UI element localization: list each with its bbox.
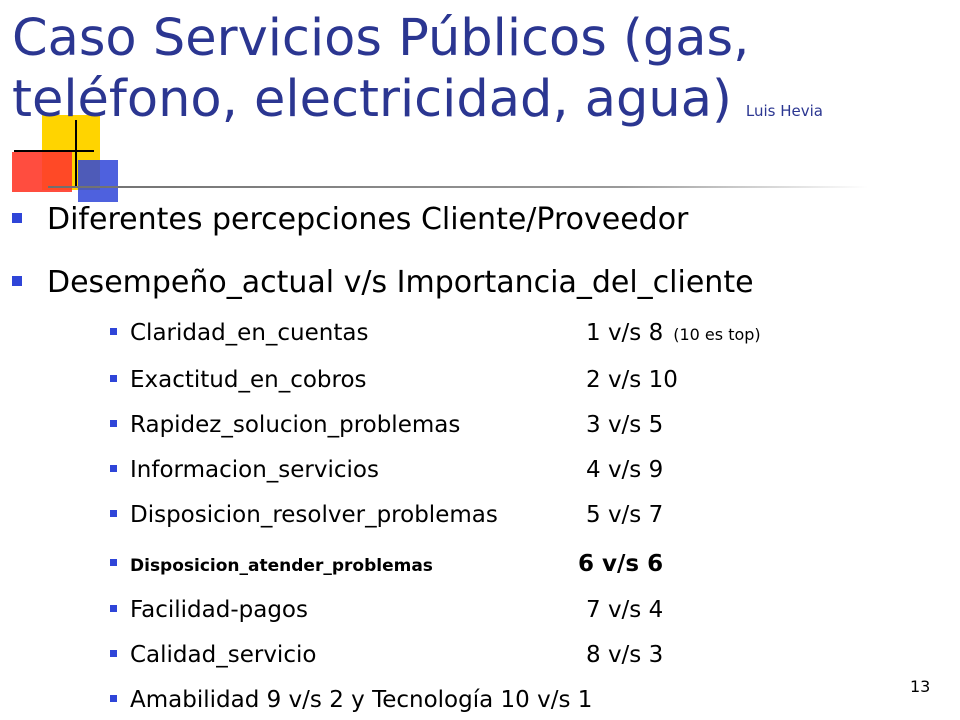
square-bullet-icon — [110, 605, 117, 612]
square-bullet-icon — [110, 465, 117, 472]
item-value: 2 v/s 10 — [586, 367, 678, 393]
sub-bullet-item — [110, 640, 663, 670]
square-bullet-icon — [12, 276, 22, 286]
square-bullet-icon — [110, 328, 117, 335]
item-label: Informacion_servicios — [130, 457, 379, 483]
sub-bullet-item — [110, 500, 663, 530]
item-label: Calidad_servicio — [130, 642, 317, 668]
sub-bullet-item — [110, 549, 663, 579]
item-label: Rapidez_solucion_problemas — [130, 412, 461, 438]
author-label: Luis Hevia — [745, 102, 823, 120]
sub-bullet-item — [110, 685, 592, 715]
decor-horizontal-line — [14, 150, 94, 152]
sub-bullet-item — [110, 410, 663, 440]
title-divider — [48, 186, 868, 188]
bullet-item — [12, 263, 754, 303]
bullet-text: Desempeño_actual v/s Importancia_del_cliente — [47, 265, 754, 300]
sub-bullet-item — [110, 455, 663, 485]
sub-bullet-item — [110, 318, 761, 348]
slide-title — [12, 8, 942, 142]
item-label: Disposicion_resolver_problemas — [130, 502, 498, 528]
square-bullet-icon — [110, 420, 117, 427]
square-bullet-icon — [110, 375, 117, 382]
slide-title-text: Caso Servicios Públicos (gas, teléfono, electricidad, agua) — [12, 9, 750, 129]
item-value: 5 v/s 7 — [586, 502, 664, 528]
item-label: Facilidad-pagos — [130, 597, 308, 623]
decor-blue-square — [78, 160, 118, 202]
square-bullet-icon — [110, 695, 117, 702]
item-label: Claridad_en_cuentas — [130, 320, 369, 346]
square-bullet-icon — [12, 213, 22, 223]
item-value: 3 v/s 5 — [586, 412, 664, 438]
bullet-text: Diferentes percepciones Cliente/Proveedor — [47, 202, 689, 237]
square-bullet-icon — [110, 650, 117, 657]
item-label: Amabilidad 9 v/s 2 y Tecnología 10 v/s 1 — [130, 687, 593, 713]
item-value: 4 v/s 9 — [586, 457, 664, 483]
item-value: 1 v/s 8 — [586, 320, 664, 346]
bullet-item — [12, 200, 688, 240]
item-value: 8 v/s 3 — [586, 642, 664, 668]
item-label: Exactitud_en_cobros — [130, 367, 367, 393]
square-bullet-icon — [110, 559, 117, 566]
sub-bullet-item — [110, 365, 678, 395]
sub-bullet-item — [110, 595, 663, 625]
item-value: 7 v/s 4 — [586, 597, 664, 623]
item-value: 6 v/s 6 — [578, 551, 664, 577]
page-number: 13 — [910, 677, 931, 696]
item-note: (10 es top) — [673, 325, 761, 344]
square-bullet-icon — [110, 510, 117, 517]
item-label: Disposicion_atender_problemas — [130, 556, 433, 576]
